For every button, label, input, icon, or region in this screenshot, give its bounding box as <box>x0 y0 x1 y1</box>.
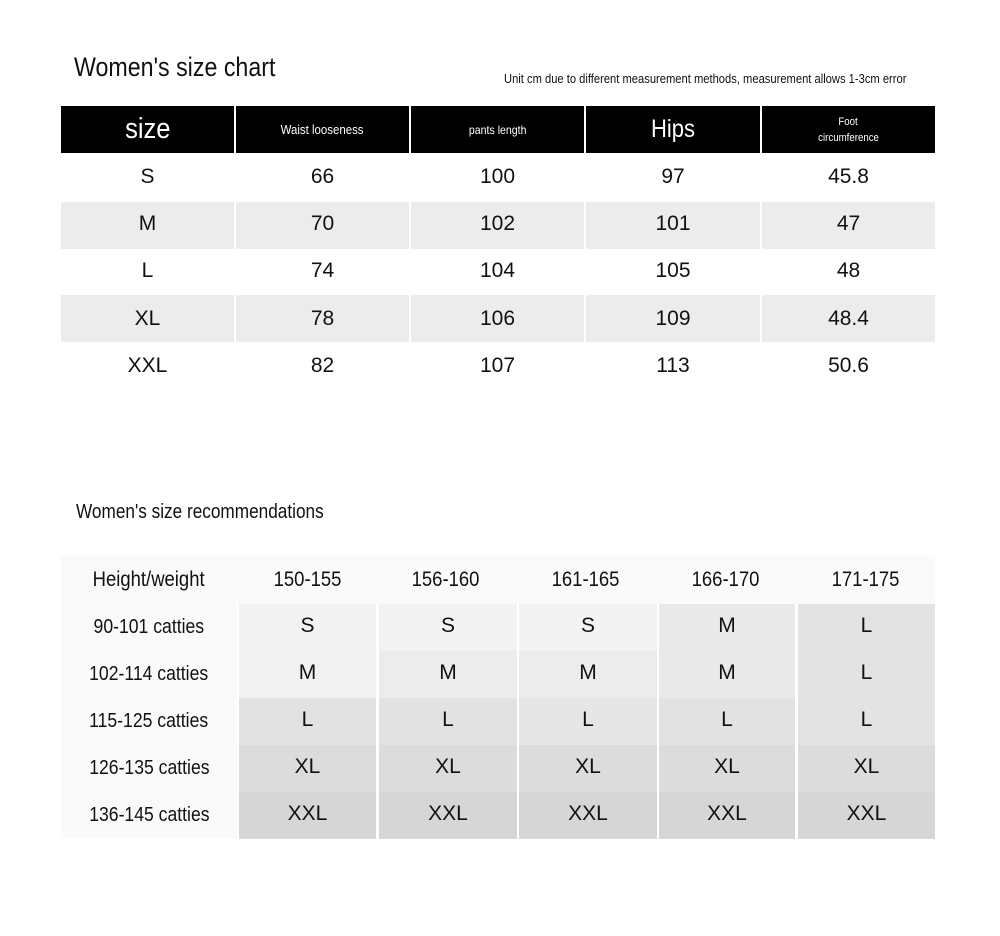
size-cell: M <box>439 660 457 684</box>
measurement-note: Unit cm due to different measurement methods, measurement allows 1-3cm error <box>504 71 907 86</box>
size-cell: S <box>440 613 455 637</box>
table-cell: 107 <box>479 353 516 377</box>
size-cell: L <box>301 707 314 731</box>
table-cell: 100 <box>479 164 516 188</box>
corner-height-weight: Height/weight <box>93 568 205 591</box>
size-cell: XXL <box>428 801 468 825</box>
size-cell: XL <box>435 754 461 778</box>
recommendations-title: Women's size recommendations <box>76 501 324 523</box>
height-header: 150-155 <box>274 568 342 591</box>
weight-label: 126-135 catties <box>88 757 210 779</box>
table-cell: 113 <box>656 353 690 377</box>
table-cell: 66 <box>310 164 335 188</box>
size-cell: S <box>580 613 595 637</box>
table-cell: 106 <box>479 306 516 330</box>
size-chart-title: Women's size chart <box>74 52 276 82</box>
size-cell: M <box>718 660 736 684</box>
weight-label: 90-101 catties <box>93 616 205 638</box>
weight-label: 136-145 catties <box>88 804 210 826</box>
size-cell: M <box>579 660 597 684</box>
table-cell: M <box>138 211 157 235</box>
size-cell: L <box>442 707 454 731</box>
table-cell: 50.6 <box>828 353 869 377</box>
size-cell: XL <box>714 754 740 778</box>
size-cell: L <box>860 707 873 731</box>
height-header: 171-175 <box>832 568 900 591</box>
header-waist-looseness: Waist looseness <box>236 106 409 153</box>
height-header: 156-160 <box>412 568 480 591</box>
height-header: 166-170 <box>692 568 760 591</box>
size-cell: XL <box>575 754 601 778</box>
table-cell: 48.4 <box>828 306 869 330</box>
header-foot-circumference: Foot circumference <box>762 106 935 153</box>
table-cell: 48 <box>836 258 861 282</box>
table-cell: 101 <box>655 211 691 235</box>
size-cell: XXL <box>568 801 608 825</box>
header-hips: Hips <box>586 106 760 153</box>
size-cell: L <box>582 707 594 731</box>
header-pants-length: pants length <box>411 106 584 153</box>
size-cell: XXL <box>846 801 887 825</box>
table-cell: L <box>141 258 154 282</box>
table-cell: XL <box>134 306 161 330</box>
size-cell: M <box>298 660 317 684</box>
table-cell: 104 <box>479 258 516 282</box>
size-cell: XXL <box>287 801 328 825</box>
height-header: 161-165 <box>552 568 620 591</box>
table-cell: 70 <box>310 211 335 235</box>
table-cell: 82 <box>310 353 335 377</box>
table-cell: 45.8 <box>828 164 869 188</box>
size-cell: XL <box>294 754 321 778</box>
size-cell: L <box>721 707 733 731</box>
table-cell: 74 <box>310 258 335 282</box>
size-cell: L <box>860 613 873 637</box>
size-cell: M <box>718 613 736 637</box>
table-cell: 97 <box>661 164 685 188</box>
size-cell: XL <box>853 754 880 778</box>
weight-label: 102-114 catties <box>89 663 209 685</box>
table-cell: 109 <box>655 306 691 330</box>
table-cell: 78 <box>310 306 335 330</box>
table-cell: 47 <box>836 211 861 235</box>
table-cell: S <box>140 164 155 188</box>
table-cell: 105 <box>655 258 691 282</box>
size-cell: XXL <box>707 801 747 825</box>
header-size: size <box>61 106 234 153</box>
table-cell: XXL <box>127 353 168 377</box>
size-cell: S <box>300 613 315 637</box>
size-cell: L <box>860 660 873 684</box>
weight-label: 115-125 catties <box>89 710 209 732</box>
table-cell: 102 <box>479 211 516 235</box>
